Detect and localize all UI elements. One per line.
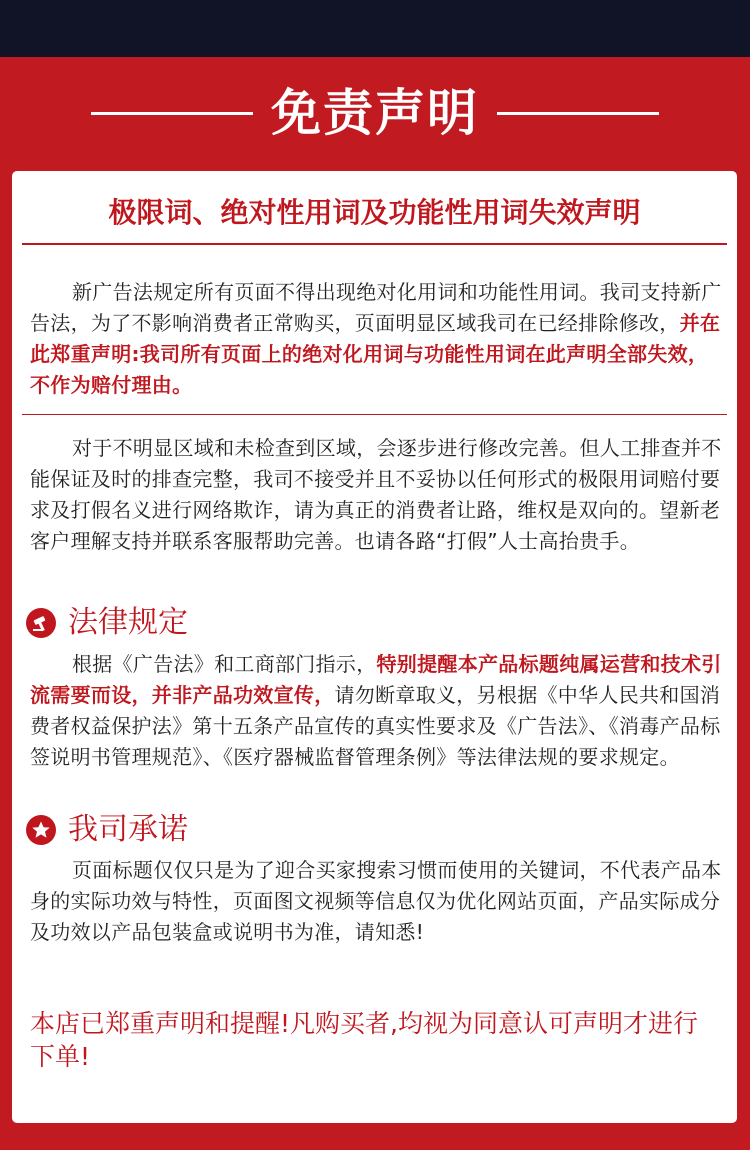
gavel-icon xyxy=(26,608,56,638)
promise-section-header xyxy=(26,810,188,850)
banner-title-row xyxy=(0,78,750,148)
heading-divider xyxy=(22,243,727,245)
title-left-line xyxy=(91,112,253,115)
legal-section-header xyxy=(26,603,188,643)
legal-section-title: 法律规定 xyxy=(68,605,188,640)
legal-text-a: 根据《广告法》和工商部门指示， xyxy=(72,652,377,676)
legal-highlight: 特别提醒本产品标题纯属运营和技术引流需要而设，并非产品功效宣传， xyxy=(30,652,722,707)
star-icon xyxy=(26,815,56,845)
paragraph-1 xyxy=(30,277,724,401)
disclaimer-card xyxy=(12,171,737,1123)
promise-paragraph: 页面标题仅仅只是为了迎合买家搜索习惯而使用的关键词，不代表产品本身的实际功效与特性，页面图文视频等信息仅为优化网站页面，产品实际成分及功效以产品包装盒或说明书为准，请知悉! xyxy=(30,858,722,944)
paragraph-1-highlight: 并在此郑重声明:我司所有页面上的绝对化用词与功能性用词在此声明全部失效，不作为赔付理由。 xyxy=(30,311,721,397)
legal-text-b: 请勿断章取义，另根据《中华人民共和国消费者权益保护法》第十五条产品宣传的真实性要求及《广告法》、《消毒产品标签说明书管理规范》、《医疗器械监督管理条例》等法律法规的要求规定。 xyxy=(30,683,721,769)
title-right-line xyxy=(497,112,659,115)
paragraph-2: 对于不明显区域和未检查到区域，会逐步进行修改完善。但人工排查并不能保证及时的排查完整，我司不接受并且不妥协以任何形式的极限用词赔付要求及打假名义进行网络欺诈，请为真正的消费者让路，维权是双向的。望新老客户理解支持并联系客服帮助完善。也请各路“打假”人士高抬贵手。 xyxy=(30,436,722,553)
section-divider xyxy=(22,414,727,415)
banner-title: 免责声明 xyxy=(271,84,479,142)
top-dark-bar xyxy=(0,0,750,57)
final-notice: 本店已郑重声明和提醒!凡购买者,均视为同意认可声明才进行下单! xyxy=(30,1009,698,1071)
promise-section-title: 我司承诺 xyxy=(68,812,188,847)
paragraph-1-text: 新广告法规定所有页面不得出现绝对化用词和功能性用词。我司支持新广告法，为了不影响消费者正常购买，页面明显区域我司在已经排除修改， xyxy=(30,280,722,335)
card-heading: 极限词、绝对性用词及功能性用词失效声明 xyxy=(108,196,641,229)
legal-paragraph xyxy=(30,649,724,773)
